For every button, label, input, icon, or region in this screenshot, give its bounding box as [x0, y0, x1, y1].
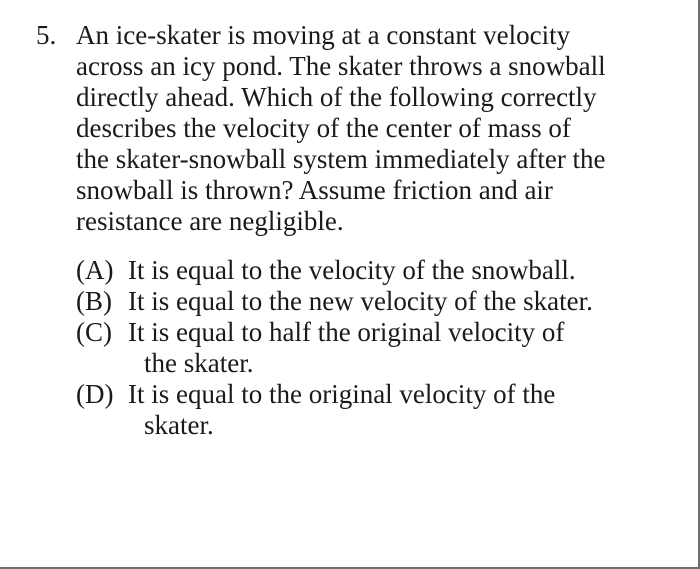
option-text: [128, 255, 636, 286]
question-number: 5.: [36, 20, 57, 50]
option-letter: (B): [76, 286, 112, 316]
stem-line: resistance are negligible.: [76, 206, 344, 236]
option-letter: (C): [76, 317, 112, 347]
option-line: the skater.: [144, 348, 254, 378]
option-line: It is equal to the velocity of the snowball.: [128, 255, 576, 285]
option-d[interactable]: [76, 379, 636, 441]
option-line: skater.: [144, 410, 214, 440]
option-text: [128, 317, 636, 379]
question-block: [36, 20, 636, 441]
option-b[interactable]: [76, 286, 636, 317]
option-text: [128, 286, 636, 317]
option-letter: (D): [76, 379, 114, 409]
stem-line: describes the velocity of the center of mass of: [76, 113, 571, 143]
stem-line: across an icy pond. The skater throws a snowball: [76, 51, 606, 81]
option-c[interactable]: [76, 317, 636, 379]
option-a[interactable]: [76, 255, 636, 286]
option-line: It is equal to the new velocity of the skater.: [128, 286, 593, 316]
stem-line: snowball is thrown? Assume friction and air: [76, 175, 553, 205]
question-stem: [36, 20, 636, 237]
stem-line: An ice-skater is moving at a constant velocity: [76, 20, 571, 50]
question-text: [76, 20, 636, 237]
option-text: [128, 379, 636, 441]
option-line: It is equal to the original velocity of the: [128, 379, 556, 409]
answer-options: [76, 255, 636, 441]
stem-line: the skater-snowball system immediately after the: [76, 144, 606, 174]
stem-line: directly ahead. Which of the following correctly: [76, 82, 597, 112]
option-line: It is equal to half the original velocity of: [128, 317, 565, 347]
option-letter: (A): [76, 255, 114, 285]
